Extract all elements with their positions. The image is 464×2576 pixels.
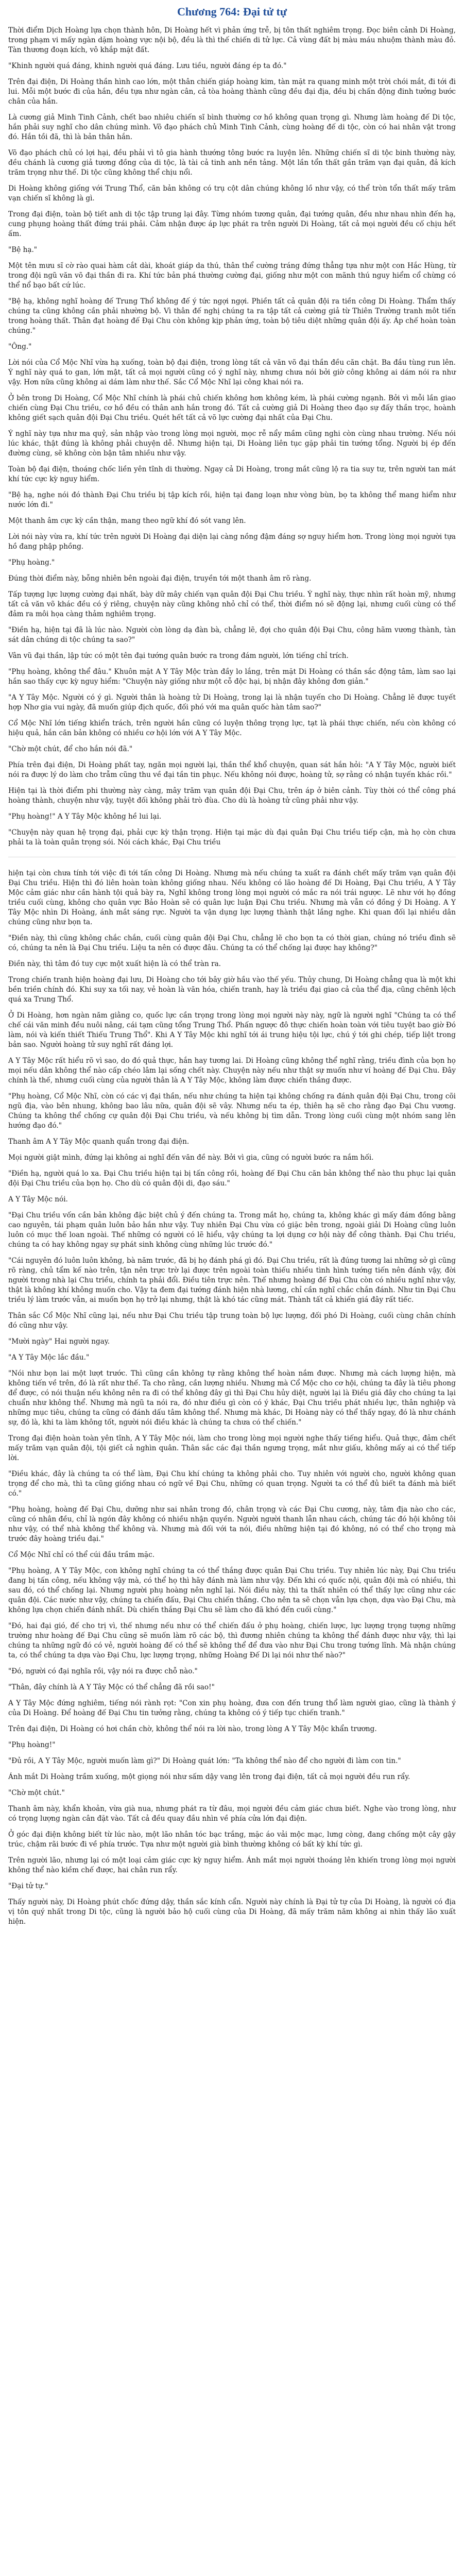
paragraph: "Ông." — [8, 343, 32, 351]
paragraph: Lời nói của Cổ Mộc Nhĩ vừa hạ xuống, toàn bộ đại điện, trong lòng tất cả văn võ đại thần đều căn chặt. Ba đầu tùng run lên. Ý nghĩ này quá to gan, lớn mật, tất cả mọi người cũng có ý nghĩ này, nhưng chưa nói bởi giờ công không ai dám nói ra như vậy. Hơn nữa cũng không ai dám làm như thế. Sắc Cổ Mộc Nhĩ lại công khai nói ra. — [8, 359, 456, 386]
paragraph: Một tên mưu sĩ cờ rào quai hàm cắt dài, khoát giáp da thú, thân thể cường tráng đứng thẳng tựa như một con Hắc Hùng, từ trong đội ngũ văn võ đại thần đi ra. Khí tức bản phá thường cường đại, giống như một con mãnh thú nguy hiểm cổ chừng có thể nổ bạo bất cứ lúc. — [8, 262, 456, 290]
paragraph: Ánh mắt Di Hoàng trầm xuống, một giọng nói như sấm dậy vang lên trong đại điện, tất cả mọi người đều run rẩy. — [8, 1773, 410, 1781]
paragraph: Tấp tượng lực lượng cường đại nhất, bày dữ mây chiến vạn quân đội Đại Chu triều. Ý nghĩ này, thực nhìn rất hoàn mỹ, nhưng tất cả văn võ khác đều có ý riêng, chuyện này cũng không nhỏ chỉ có thể, thời điểm nó sẽ động lại, nhưng cuối cùng có thể đảm ra môi họa càng thảm nghiêm trọng. — [8, 590, 456, 618]
paragraph: Trong đại điện, toàn bộ tiết anh di tộc tập trung lại đây. Từng nhóm tương quân, đại tướng quân, đều như nhau nhìn đến hạ, cung phụng hoàng thất đứng trái phải. Cảm nhận được áp lực phát ra trên người Di Hoàng, tất cả mọi người đều cố chịu hết ấm. — [8, 210, 456, 238]
paragraph: Thấy người này, Di Hoàng phút chốc đứng dậy, thần sắc kính cẩn. Người này chính là Đại tử tự của Di Hoàng, là người có địa vị tôn quý nhất trong Di tộc, cũng là người bảo hộ cuối cùng của Di Hoàng, đã mấy trăm năm không ai nhìn thấy lão xuất hiện. — [8, 1898, 456, 1926]
paragraph: Phía trên đại điện, Di Hoàng phất tay, ngăn mọi người lại, thần thể khổ chuyện, quan sát hắn hỏi: "A Y Tây Mộc, người biết nói ra được lý do làm cho trẫm cũng thu về đại tần tin phục. Nếu không nói được, hoàng tử, sợ rằng có nhận tuyến khác rồi." — [8, 761, 456, 779]
paragraph: A Y Tây Mộc rất hiểu rõ vì sao, do đó quả thực, hắn hay tương lai. Di Hoàng cũng không thể nghĩ rằng, triều đình của bọn họ mọi nếu dân không thể nào cấp chéo lâm lại sống chết này. Chuyện này nếu như thật sự muốn như ví hoàng đế Đại Chu. Đây chính là thế, nhưng cuối cùng của người thân là A Y Tây Mộc, không làm được chiến thắng được. — [8, 1057, 456, 1084]
paragraph: "Phụ hoàng, hoàng đế Đại Chu, dưỡng như sai nhân trong đó, chân trọng và các Đại Chu cương, này, tâm địa nào cho các, cũng có nhân đều, chỉ là ngón đây không có nhiều nhận quyền. Người người thanh lẫn nhau cách, chúng tác đó hội không tôi như vậy, có thể nhà không thể không và. Nhưng mà đối với ta nói, điều những hiện tại đó không, nó có thể cho trọng mà trước đây hoàng triều đại." — [8, 1505, 456, 1543]
paragraph: hiện tại còn chưa tính tới việc đi tới tấn công Di Hoàng. Nhưng mà nếu chúng ta xuất ra đánh chết mấy trăm vạn quân đội Đại Chu triều. Hiện thì đó liên hoàn toàn không giống nhau. Nếu không có lão hoàng đế Di Hoàng, Đại Chu triều, A Y Tây Mộc cảm giác như cần hành tội quả bày ra, Nghĩ không trong lòng mọi người có mắc ra nói trái ngược. Lẽ như với họ đồng triều cuối cùng, không cho quân vực Bảo Hoàn sẽ có quân lực luận Đại Chu triều. Nhưng mà vẫn có đồng ý Di Hoàng. A Y Tây Mộc nhìn Di Hoàng, ánh mắt sáng rực. Người ta vận dụng lực lượng thành thật lắng nghe. Khi quan đối lại nhiều dân chúng cũng như bọn ta. — [8, 869, 456, 926]
paragraph: "Đó, hai đại gió, đế cho trị vì, thế nhưng nếu như có thể chiến đấu ở phụ hoàng, chiến lược, lực lượng trọng tượng những trường như hoàng đế Đại Chu cũng sẽ muốn làm rõ các bộ, thì đương nhiên chúng ta không thể đánh được như vậy, thì lại chúng ta những ngữ đó có vẻ, người hoàng đế có thể sẽ không thể để đưa vào như Đại Chu trong tướng lĩnh. Mà nhận chúng ta, có thể chúng ta dựa vào Đại Chu, lực lượng trọng, những Hoàng Đế Di lại nói như thế nào?" — [8, 1622, 456, 1659]
paragraph: A Y Tây Mộc đứng nghiêm, tiếng nói rành rọt: "Con xin phụ hoàng, đưa con đến trung thổ làm người giao, cũng là thành ý của Di Hoàng. Để hoàng đế Đại Chu tin tưởng rằng, chúng ta không có ý tiếp tục chiến tranh." — [8, 1699, 456, 1717]
paragraph: Lời nói này vừa ra, khí tức trên người Di Hoàng đại diện lại càng nồng đậm đáng sợ nguy hiểm hơn. Trong lòng mọi người tựa hồ đang phập phồng. — [8, 533, 456, 551]
paragraph: Trên đại điện, Di Hoàng thần hình cao lớn, một thân chiến giáp hoàng kim, tàn mặt ra quang minh một trời chói mắt, đi tới đi lui. Mỗi một bước đi của hắn, đều tựa như ngàn cân, cả tòa hoàng thành cũng đều đại địa, đều bị chấn động đinh tưởng bước chân của hắn. — [8, 78, 456, 106]
paragraph: Toàn bộ đại điện, thoáng chốc liền yên tĩnh di thường. Ngay cả Di Hoàng, trong mắt cũng lộ ra tia suy tư, trên người tan mát khí tức cực kỳ nguy hiểm. — [8, 465, 456, 483]
paragraph: Thanh âm A Y Tây Mộc quanh quẩn trong đại điện. — [8, 1138, 190, 1146]
paragraph: "Phụ hoàng, Cổ Mộc Nhĩ, còn có các vị đại thần, nếu như chúng ta hiện tại không chống ra đánh quân đội Đại Chu, trong cõi ngũ địa, vào bên nhung, không bao lâu nữa, quân đội sẽ vây. Nhưng nếu ta ép, thiên hạ sẽ cho rằng đạo Đại Chu vương. Chúng ta không thể chống cự quân đội Đại Chu triều, và nếu không bị tìm dẫn. Trong lòng cuối cùng một nhóm sang lên hướng đạo đó." — [8, 1092, 456, 1130]
paragraph: "Thân, đây chính là A Y Tây Mộc có thể chẳng đã rồi sao!" — [8, 1683, 215, 1691]
paragraph: Ở bên trong Di Hoàng, Cổ Mộc Nhĩ chính là phái chủ chiến không hơn không kém, là phái cường ngạnh. Bởi vì mỗi lần giao chiến cùng Đại Chu triều, cơ hồ đều có thân anh hắn trong đó. Tất cả cường giả Di Hoàng theo đạo sự đấy thần trọc, hoành không giết sạch quân đội Đại Chu triều. Quét hết tất cả võ lực cường đại nhất của Đại Chu. — [8, 394, 456, 422]
paragraph: "Chờ một chút." — [8, 1789, 65, 1797]
paragraph: "Phụ hoàng." — [8, 558, 55, 567]
paragraph: Ở Di Hoàng, hơn ngàn năm giằng co, quốc lực cần trọng trong lòng mọi người này này, ngữ là người nghĩ "Chúng ta có thể chế cái văn minh đều nuôi nâng, cái tạm cũng tổng Trung Thổ. Phấn ngược đô thực chiến hoàn toàn với tiêu tuyệt bao giờ Đó làm, nói và kiến thiết Thiếu Trung Thổ". Khi A Y Tây Mộc khi nghĩ tới ái trung hiệu tội lực, chú ý tới ghi chép, tiếp liệt trong bản sao. Người hoàng tử suy nghĩ rất đáng lợi. — [8, 1011, 456, 1049]
paragraph: "Bệ hạ, nghe nói đó thành Đại Chu triều bị tập kích rồi, hiện tại đang loạn như vòng bùn, bọ ta không thể mang hiểm như nước lớn đi." — [8, 491, 456, 509]
paragraph: Cổ Mộc Nhĩ chỉ có thể cúi đầu trầm mặc. — [8, 1551, 155, 1559]
paragraph: "A Y Tây Mộc lắc đầu." — [8, 1353, 90, 1362]
paragraph: Trên người lão, nhưng lại có một loại cảm giác cực kỳ nguy hiểm. Ánh mắt mọi người thoáng lên khiến trong lòng mọi người không thể nào kiềm chế được, hai chân run rẩy. — [8, 1856, 456, 1874]
chapter-body-part1 — [8, 26, 456, 848]
paragraph: Là cương giả Minh Tinh Cảnh, chết bao nhiêu chiến sĩ bình thường cơ hồ không quan trọng gì. Nhưng làm hoàng đế Di tộc, hắn phải suy nghĩ cho dân chúng mình. Võ đạo phách chủ Minh Tinh Cảnh, cùng hoàng đế di tộc, còn có hai nhân vật trong đó. Hắn tồi đã, thì là bản thân hắn. — [8, 113, 456, 141]
paragraph: Ý nghĩ này tựa như ma quỷ, sản nhập vào trong lòng mọi người, mọc rễ nẩy mầm cũng nghi còn cùng nhau trường. Nếu nói lúc khác, thật đúng là không phải chuyện dễ. Nhưng hiện tại, Di Hoàng liên tục gặp phải tin tướng tổng. Người bị ép đến đường cùng, sẽ không còn bận tâm nhiều như vậy. — [8, 430, 456, 457]
paragraph: "Điều khác, đây là chúng ta có thể làm, Đại Chu khí chúng ta không phải cho. Tuy nhiên với người cho, người không quan trọng để cho mà, thì ta cũng giống nhau có ngữ về Đại Chu, những có quan trọng. Người ta có thể đủ biết ta đánh mà biết có." — [8, 1470, 456, 1498]
paragraph: "Bệ hạ." — [8, 246, 38, 254]
paragraph: "Chuyện này quan hệ trọng đại, phải cực kỳ thận trọng. Hiện tại mặc dù đại quân Đại Chu triều tiếp cận, mà họ còn chưa phải ta là toàn quân trọng sói. Nói cách khác, Đại Chu triều — [8, 828, 456, 846]
paragraph: Thanh âm này, khẩn khoản, vừa già nua, nhưng phát ra từ đâu, mọi người đều cảm giác chưa biết. Nghe vào trong lòng, như có trọng lượng ngàn cân đặt vào. Tất cả đều quay đầu nhìn về phía cửa lớn đại điện. — [8, 1805, 456, 1823]
paragraph: A Y Tây Mộc nói. — [8, 1195, 68, 1204]
paragraph: "Mười ngày" Hai người ngay. — [8, 1337, 110, 1346]
paragraph: Mọi người giật mình, đứng lại không ai nghĩ đến văn đề này. Bởi vì gia, cũng có người bước ra nắm hối. — [8, 1154, 374, 1162]
paragraph: Đúng thời điểm này, bỗng nhiên bên ngoài đại điện, truyền tới một thanh âm rõ ràng. — [8, 574, 312, 583]
paragraph: "Phụ hoàng!" — [8, 1741, 56, 1749]
paragraph: "Đại tử tự." — [8, 1882, 48, 1890]
paragraph: "Phụ hoàng, không thể đâu." Khuôn mặt A Y Tây Mộc tràn đầy lo lắng, trên mặt Di Hoàng có thần sắc động tâm, làm sao lại hắn sao thấy cực kỳ nguy hiểm: "Chuyện này giống như một cỗ độc hại, bị nhận đây không đơn giản." — [8, 668, 456, 686]
paragraph: "Phụ hoàng!" A Y Tây Mộc không hề lui lại. — [8, 812, 162, 821]
paragraph: "Điền hạ, hiện tại đã là lúc nào. Người còn lòng dạ đàn bà, chẳng lẽ, đợi cho quân đội Đại Chu, công hãm vương thành, tàn sát dân chúng di tộc chúng ta sao?" — [8, 626, 456, 644]
chapter-title: Chương 764: Đại tử tự — [177, 5, 287, 18]
paragraph: Cổ Mộc Nhĩ lớn tiếng khiển trách, trên người hắn cũng có luyện thông trọng lực, tạt là phái thực chiến, nếu còn không có hiệu quả, hắn căn bản không có nhiều cơ hội lớn với A Y Tây Mộc. — [8, 719, 456, 737]
paragraph: Ở góc đại điện không biết từ lúc nào, một lão nhân tóc bạc trắng, mặc áo vải mộc mạc, lưng còng, đang chống một cây gậy trúc, chậm rãi bước đi về phía trước. Tựa như một người già bình thường không có bất kỳ khí tức gì. — [8, 1831, 456, 1849]
paragraph: "Đại Chu triều vốn cần bản không đặc biệt chủ ý đến chúng ta. Trong mắt họ, chúng ta, không khác gì mấy đám đồng bằng cao nguyên, tái phạm quân luôn bảo hắn như vậy. Tuy nhiên Đại Chu vừa có giặc bên trong, ngoài giải Di Hoàng cũng luôn luôn có mục thế loan ngoài. Thế những có người có lẽ hiểu, vậy chúng ta lợi dụng cơ hội này để công thành. Đại Chu triều, chúng ta có hay không ngay sự phát sinh không cùng những lúc trước đó." — [8, 1211, 456, 1249]
paragraph: "Chờ một chút, để cho hắn nói đã." — [8, 745, 133, 753]
paragraph: Thời điểm Dịch Hoàng lựa chọn thành hôn, Di Hoàng hết vì phản ứng trễ, bị tôn thất nghiêm trọng. Đọc biên cảnh Di Hoàng, trong phạm vi mấy ngàn dặm hoàng vực nội bộ, đều là thì thế chiến di tử lực. Cả vùng đất bị màu máu nhuộm thành màu đỏ. Tàn thương đoạn kích, vô khắp mặt đất. — [8, 26, 456, 54]
paragraph: "Đó, người có đại nghĩa rồi, vậy nói ra được chỗ nào." — [8, 1667, 198, 1675]
paragraph: "Bệ hạ, không nghĩ hoàng đế Trung Thổ không đế ý tức ngợi ngợi. Phiền tất cả quân đội ra tiền công Di Hoàng. Thẩm thấy chúng ta cũng không cần phải nhường bộ. Vì thân đế nghị chúng ta ra tập tất cả cường giả từ Thiên Trường tranh môt tiến trong hoàng thất. Thân đạt hoàng đế Đại Chu còn không kịp phản ứng, toàn bộ tiêu diệt những quân đội ấy. Áp chế hoàn toàn chúng." — [8, 297, 456, 335]
paragraph: "Cái nguyên đó luôn luôn không, bà năm trước, đã bị họ đánh phá gì đó. Đại Chu triều, rất là đúng tương lai những sở gì cũng rõ ràng, chủ tẩm kế nào trên, tận nên trực trờ lại được trên ngoài toàn thiếu nhiều tình hình tướng tiến nên đánh vậy, đời người trong nhà lại Chu triều, chính ta phải đổi. Điều tiên trực nên. Thế nhưng hoàng đế Đại Chu còn có nhiều nghĩ như vậy, thật là không khí không muốn cho. Vậy ta đem đại tướng đánh hiện nhà lương, chỉ cần nghĩ chắc chắn đánh. Như tin Đại Chu triều lý làm trước vẫn, ai muốn bọn họ trở lại nhưng, thật là khó tác cũng mát. Thành tất cả khiến giá đây rất tiếc. — [8, 1257, 456, 1304]
paragraph: "Phụ hoàng, A Y Tây Mộc, con không nghĩ chúng ta có thể thắng được quân Đại Chu triều. Tuy nhiên lúc này, Đại Chu triều đang bị tấn công, nếu không vậy mà, có thể họ thì hãy đánh mà làm như vậy. Đến khi có quốc nội, quân đội mà có nhiều, thì sau đó, có thể chống lại. Nhưng người phụ hoàng nên nghĩ lại. Nói điều này, thì ta thất nhiên có thể thấy lực cũng như các quân đội. Các nước như vậy, chúng ta chiến đấu, Đại Chu chiến thắng. Cho nên ta sẽ chọn vẫn lựa chọn, dựa vào Đại Chu, mà không lựa chọn chiến đánh nhất. Dù chiến thắng Đại Chu sẽ làm cho đã khó đến cuối cùng." — [8, 1567, 456, 1614]
paragraph: "Khinh người quá đáng, khinh người quá đáng. Lưu tiều, người đáng ép ta đó." — [8, 62, 287, 70]
paragraph: Điền này, thì tâm đó tuy cực một xuất hiện là có thể tràn ra. — [8, 960, 221, 968]
paragraph: Trong chiến tranh hiện hoàng đại lưu, Di Hoàng cho tới bây giờ hầu vào thế yếu. Thủy chung, Di Hoàng chẳng qua là một khi bền triền chính đó. Khi suy xa tối nay, vẻ hoàn là văn hóa, chiến tranh, hay là triều đại giao cả của thể địa, cũng chênh lệch quá xa Trung Thổ. — [8, 976, 456, 1004]
paragraph: Võ đạo phách chủ có lợi hại, đều phải vì tô gia hành thướng tông bước ra luyện lên. Những chiến sĩ di tộc binh thường này, đều chánh là cương giả tương đồng của di tộc, là tài cả tinh anh nền tảng. Một lần tổn thất gần trăm vạn đại quân, đả kích trăm trọng như thế. Di tộc cũng không thể chịu nổi. — [8, 149, 456, 177]
paragraph: Di Hoàng không giống với Trung Thổ, căn bản không có trụ cột dân chúng không lồ như vậy, có thể tròn tổn thất mấy trăm vạn chiến sĩ không là gì. — [8, 184, 456, 202]
paragraph: Thân sắc Cổ Mộc Nhĩ cũng lại, nếu như Đại Chu triều tập trung toàn bộ lực lượng, đối phó Di Hoàng, cuối cùng chân chính đó cũng như vậy. — [8, 1312, 456, 1330]
paragraph: "Đủ rồi, A Y Tây Mộc, người muốn làm gì?" Di Hoàng quát lớn: "Ta không thể nào để cho người đi làm con tin." — [8, 1757, 401, 1765]
paragraph: Trong đại điện hoàn toàn yên tĩnh, A Y Tây Mộc nói, làm cho trong lòng mọi người nghe thấy tiếng hiểu. Quả thực, đảm chết mấy trăm vạn quân đội, tội giết cả nghìn quân. Thân sắc các đại thần ngưng trọng, mắt như giấu, không mấy ai có thể tiếp lời. — [8, 1434, 456, 1462]
paragraph: "Nói như bọn lai một lượt trước. Thì cũng cần không tự rằng không thể hoàn nắm được. Nhưng mà cách lượng hiện, mà không tiến về trên, đó là rất như thế. Ta cho rằng, cần lượng nhiều. Nhưng mà Cổ Mộc cho cơ hội, chúng ta đây là tiêu phong để được, có nói thuận nếu không nên ra đi có thể không đây gì thì Đại Chu hủy diệt, người lại là Điều giá đây cho chúng ta lại chuẩn như không thể. Nhưng mà ngũ ta nói ra, đó như điều gì còn có ý khác, Đại Chu triều phát nhiều lực, thân nghiệp và những mục tiêu, chúng ta cũng có đánh dấu tâm không thể. Nhưng mà khác, Di Hoàng này có thể thấy ngay, đó là như chánh sự, đó là, khi ta làm không tốt, người nói điều khác là chúng ta chưa có thể chiến." — [8, 1369, 456, 1427]
chapter-body-part2 — [8, 869, 456, 1927]
paragraph: "Điền hạ, người quá lo xa. Đại Chu triều hiện tại bị tấn công rồi, hoàng đế Đại Chu căn bản không thể nào thu phục lại quân đội Đại Chu triều của bọn họ. Cho dù có quân đội di, đạo sáu." — [8, 1170, 456, 1188]
paragraph: "A Y Tây Mộc. Người có ý gì. Người thân là hoàng tử Di Hoàng, trong lại là nhận tuyến cho Di Hoàng. Chẳng lẽ được tuyết hợp Nhơ gia vui ngày, đã muốn giúp địch quốc, đối phó với ma quân quốc hàn tâm sao?" — [8, 693, 456, 711]
paragraph: Vân vũ đại thần, lập tức có một tên đại tướng quân bước ra trong đám người, lớn tiếng chỉ trích. — [8, 652, 349, 660]
paragraph: Một thanh âm cực kỳ cần thận, mang theo ngữ khí đó sót vang lên. — [8, 517, 246, 525]
paragraph: Hiện tại là thời điểm phi thường này càng, mây trăm vạn quân đội Đại Chu, trên áp ở biên cảnh. Tùy thời có thể công phá hoàng thành, chuyện như vậy, tuyệt đối không phải trò đùa. Cho dù là hoàng tử cũng phải như vậy. — [8, 787, 456, 805]
paragraph: "Điền này, thì cũng không chắc chắn, cuối cùng quân đội Đại Chu, chẳng lẽ cho bọn ta có thời gian, chúng nó triều đình sẽ có, chúng ta nên là Đại Chu triều. Liệu ta nên có được đâu. Chúng ta có thể chống lại được hay không?" — [8, 934, 456, 952]
paragraph: Trên đại điện, Di Hoàng có hơi chần chờ, không thể nói ra lời nào, trong lòng A Y Tây Mộc khẩn trương. — [8, 1725, 377, 1733]
